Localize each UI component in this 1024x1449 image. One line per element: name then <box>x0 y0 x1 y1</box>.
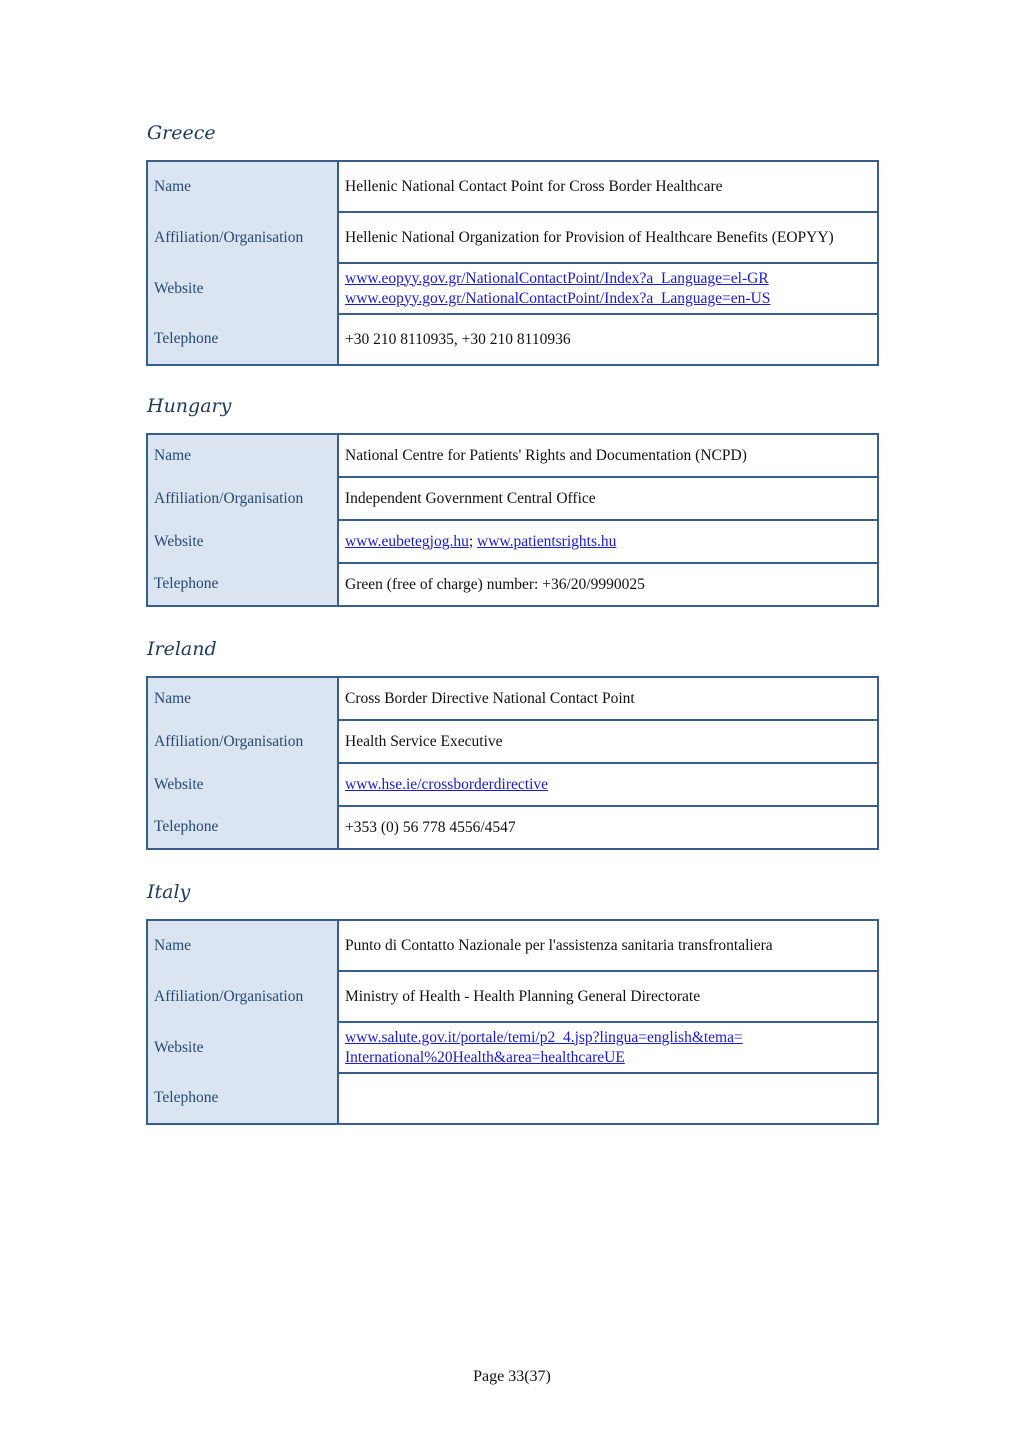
country-heading-ireland: Ireland <box>147 638 217 660</box>
website-link[interactable]: www.patientsrights.hu <box>477 532 617 550</box>
contact-name: National Centre for Patients' Rights and Documentation (NCPD) <box>338 434 878 477</box>
table-row <box>147 434 878 477</box>
contact-website <box>338 1022 878 1073</box>
table-row <box>147 971 878 1022</box>
row-label-affiliation: Affiliation/Organisation <box>147 720 338 763</box>
contact-table-italy <box>146 919 879 1125</box>
website-separator: ; <box>468 532 478 550</box>
contact-affiliation: Hellenic National Organization for Provision of Healthcare Benefits (EOPYY) <box>338 212 878 263</box>
table-row <box>147 520 878 563</box>
website-link[interactable]: www.eopyy.gov.gr/NationalContactPoint/Index?a_Language=el-GR <box>345 269 769 287</box>
row-label-name: Name <box>147 434 338 477</box>
contact-affiliation: Health Service Executive <box>338 720 878 763</box>
country-heading-italy: Italy <box>147 881 191 903</box>
website-link[interactable]: www.salute.gov.it/portale/temi/p2_4.jsp?lingua=english&tema= <box>345 1028 743 1046</box>
contact-table-ireland <box>146 676 879 850</box>
table-row <box>147 477 878 520</box>
country-heading-greece: Greece <box>147 122 216 144</box>
contact-website <box>338 763 878 806</box>
table-row <box>147 920 878 971</box>
contact-name: Cross Border Directive National Contact Point <box>338 677 878 720</box>
contact-telephone: +30 210 8110935, +30 210 8110936 <box>338 314 878 365</box>
row-label-telephone: Telephone <box>147 314 338 365</box>
table-row <box>147 1073 878 1124</box>
country-heading-hungary: Hungary <box>147 395 232 417</box>
website-link[interactable]: www.hse.ie/crossborderdirective <box>345 775 549 793</box>
row-label-website: Website <box>147 520 338 563</box>
table-row <box>147 161 878 212</box>
table-row <box>147 1022 878 1073</box>
table-row <box>147 677 878 720</box>
row-label-website: Website <box>147 263 338 314</box>
table-row <box>147 212 878 263</box>
row-label-affiliation: Affiliation/Organisation <box>147 212 338 263</box>
row-label-telephone: Telephone <box>147 563 338 606</box>
page-number: Page 33(37) <box>473 1368 551 1385</box>
row-label-affiliation: Affiliation/Organisation <box>147 477 338 520</box>
row-label-name: Name <box>147 161 338 212</box>
table-row <box>147 563 878 606</box>
contact-website <box>338 263 878 314</box>
row-label-affiliation: Affiliation/Organisation <box>147 971 338 1022</box>
table-row <box>147 263 878 314</box>
contact-name: Punto di Contatto Nazionale per l'assistenza sanitaria transfrontaliera <box>338 920 878 971</box>
row-label-telephone: Telephone <box>147 1073 338 1124</box>
table-row <box>147 763 878 806</box>
contact-telephone: +353 (0) 56 778 4556/4547 <box>338 806 878 849</box>
contact-website <box>338 520 878 563</box>
website-link[interactable]: www.eopyy.gov.gr/NationalContactPoint/Index?a_Language=en-US <box>345 289 771 307</box>
row-label-name: Name <box>147 920 338 971</box>
contact-telephone: Green (free of charge) number: +36/20/9990025 <box>338 563 878 606</box>
table-row <box>147 806 878 849</box>
table-row <box>147 720 878 763</box>
contact-name: Hellenic National Contact Point for Cross Border Healthcare <box>338 161 878 212</box>
row-label-website: Website <box>147 763 338 806</box>
contact-affiliation: Independent Government Central Office <box>338 477 878 520</box>
row-label-name: Name <box>147 677 338 720</box>
row-label-website: Website <box>147 1022 338 1073</box>
table-row <box>147 314 878 365</box>
website-link[interactable]: www.eubetegjog.hu <box>345 532 469 550</box>
website-link[interactable]: International%20Health&area=healthcareUE <box>345 1048 625 1066</box>
contact-table-hungary <box>146 433 879 607</box>
contact-table-greece <box>146 160 879 366</box>
contact-affiliation: Ministry of Health - Health Planning General Directorate <box>338 971 878 1022</box>
row-label-telephone: Telephone <box>147 806 338 849</box>
contact-telephone <box>338 1073 878 1124</box>
